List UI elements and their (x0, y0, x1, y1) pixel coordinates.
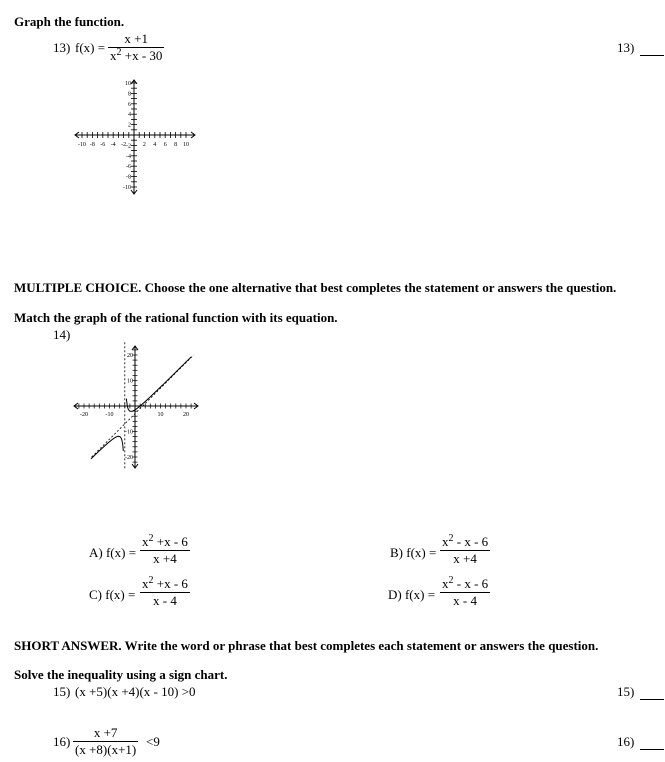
y-tick-label: 6 (128, 101, 131, 108)
instruction-graph: Graph the function. (14, 14, 125, 29)
choice-b-label: B) f(x) = (390, 545, 437, 560)
y-tick-label: 2 (128, 122, 131, 129)
x-tick-label: -8 (89, 142, 95, 148)
y-tick-label: -10 (123, 185, 131, 191)
y-tick-label: 8 (128, 91, 131, 98)
q13-answer-blank[interactable] (640, 55, 664, 56)
choice-b-fraction: $\frac{x^2 - x - 6}{x +4}$ (442, 533, 489, 566)
y-tick-label: -4 (126, 153, 131, 160)
q13-fraction (108, 31, 164, 64)
choice-a-fraction: $\frac{x^2 +x - 6}{x +4}$ (142, 533, 188, 566)
x-tick-label: 6 (163, 142, 167, 148)
x-tick-label: -10 (78, 142, 86, 148)
x-tick-label: 8 (174, 142, 178, 148)
x-tick-label: -4 (110, 142, 116, 148)
choice-a-label: A) f(x) = (89, 545, 137, 560)
x-tick-label: 10 (157, 412, 164, 418)
q15-answer-blank[interactable] (640, 699, 664, 700)
q16-answer-label: 16) (617, 734, 635, 749)
choice-d-fraction: $\frac{x^2 - x - 6}{x - 4}$ (442, 575, 489, 608)
y-tick-label: -20 (125, 455, 133, 461)
q13-blank-graph-grid (73, 78, 198, 193)
x-tick-label: 10 (183, 142, 189, 148)
x-tick-label: -20 (80, 412, 88, 418)
y-tick-label: -2 (126, 143, 131, 150)
choice-c-label: C) f(x) = (89, 587, 136, 602)
q13-numerator: x +1 (124, 31, 148, 46)
q15-number: 15) (53, 684, 71, 699)
q16-denominator: (x +8)(x+1) (75, 742, 137, 757)
q13-lhs: f(x) = (75, 40, 106, 55)
q13-number: 13) (53, 40, 71, 55)
q13-answer-label: 13) (617, 40, 635, 55)
x-tick-label: 20 (183, 412, 189, 418)
q14-rational-graph (72, 344, 202, 469)
y-tick-label: 20 (127, 353, 133, 359)
choice-d-label: D) f(x) = (388, 587, 436, 602)
y-tick-label: 10 (125, 81, 131, 87)
q16-rhs: <9 (146, 734, 160, 749)
y-tick-label: 4 (128, 112, 131, 119)
q16-answer-blank[interactable] (640, 749, 664, 750)
q16-numerator: x +7 (93, 725, 118, 740)
q16-number: 16) (53, 734, 71, 749)
curve-left-branch (91, 436, 123, 459)
instruction-match: Match the graph of the rational function with its equation. (14, 310, 338, 325)
x-tick-label: -2 (121, 142, 127, 148)
q14-number: 14) (53, 327, 71, 342)
y-tick-label: -10 (125, 429, 133, 436)
q15-expression: (x +5)(x +4)(x - 10) >0 (75, 684, 196, 699)
q16-fraction (73, 725, 138, 758)
y-tick-label: -8 (126, 174, 131, 181)
q13-denominator: $x^2 +x - 30$ (110, 47, 163, 63)
x-tick-label: 4 (153, 142, 157, 148)
q15-answer-label: 15) (617, 684, 635, 699)
x-tick-label: -6 (100, 142, 106, 148)
short-answer-header: SHORT ANSWER. Write the word or phrase that best completes each statement or answers the question. (14, 638, 599, 653)
y-tick-label: -6 (126, 164, 131, 171)
x-tick-label: -10 (105, 412, 114, 418)
choice-c-fraction: $\frac{x^2 +x - 6}{x - 4}$ (142, 575, 188, 608)
y-tick-label: 10 (127, 378, 133, 385)
instruction-sign-chart: Solve the inequality using a sign chart. (14, 667, 228, 682)
x-tick-label: 2 (142, 142, 146, 148)
multiple-choice-header: MULTIPLE CHOICE. Choose the one alternative that best completes the statement or answers the question. (14, 280, 617, 295)
